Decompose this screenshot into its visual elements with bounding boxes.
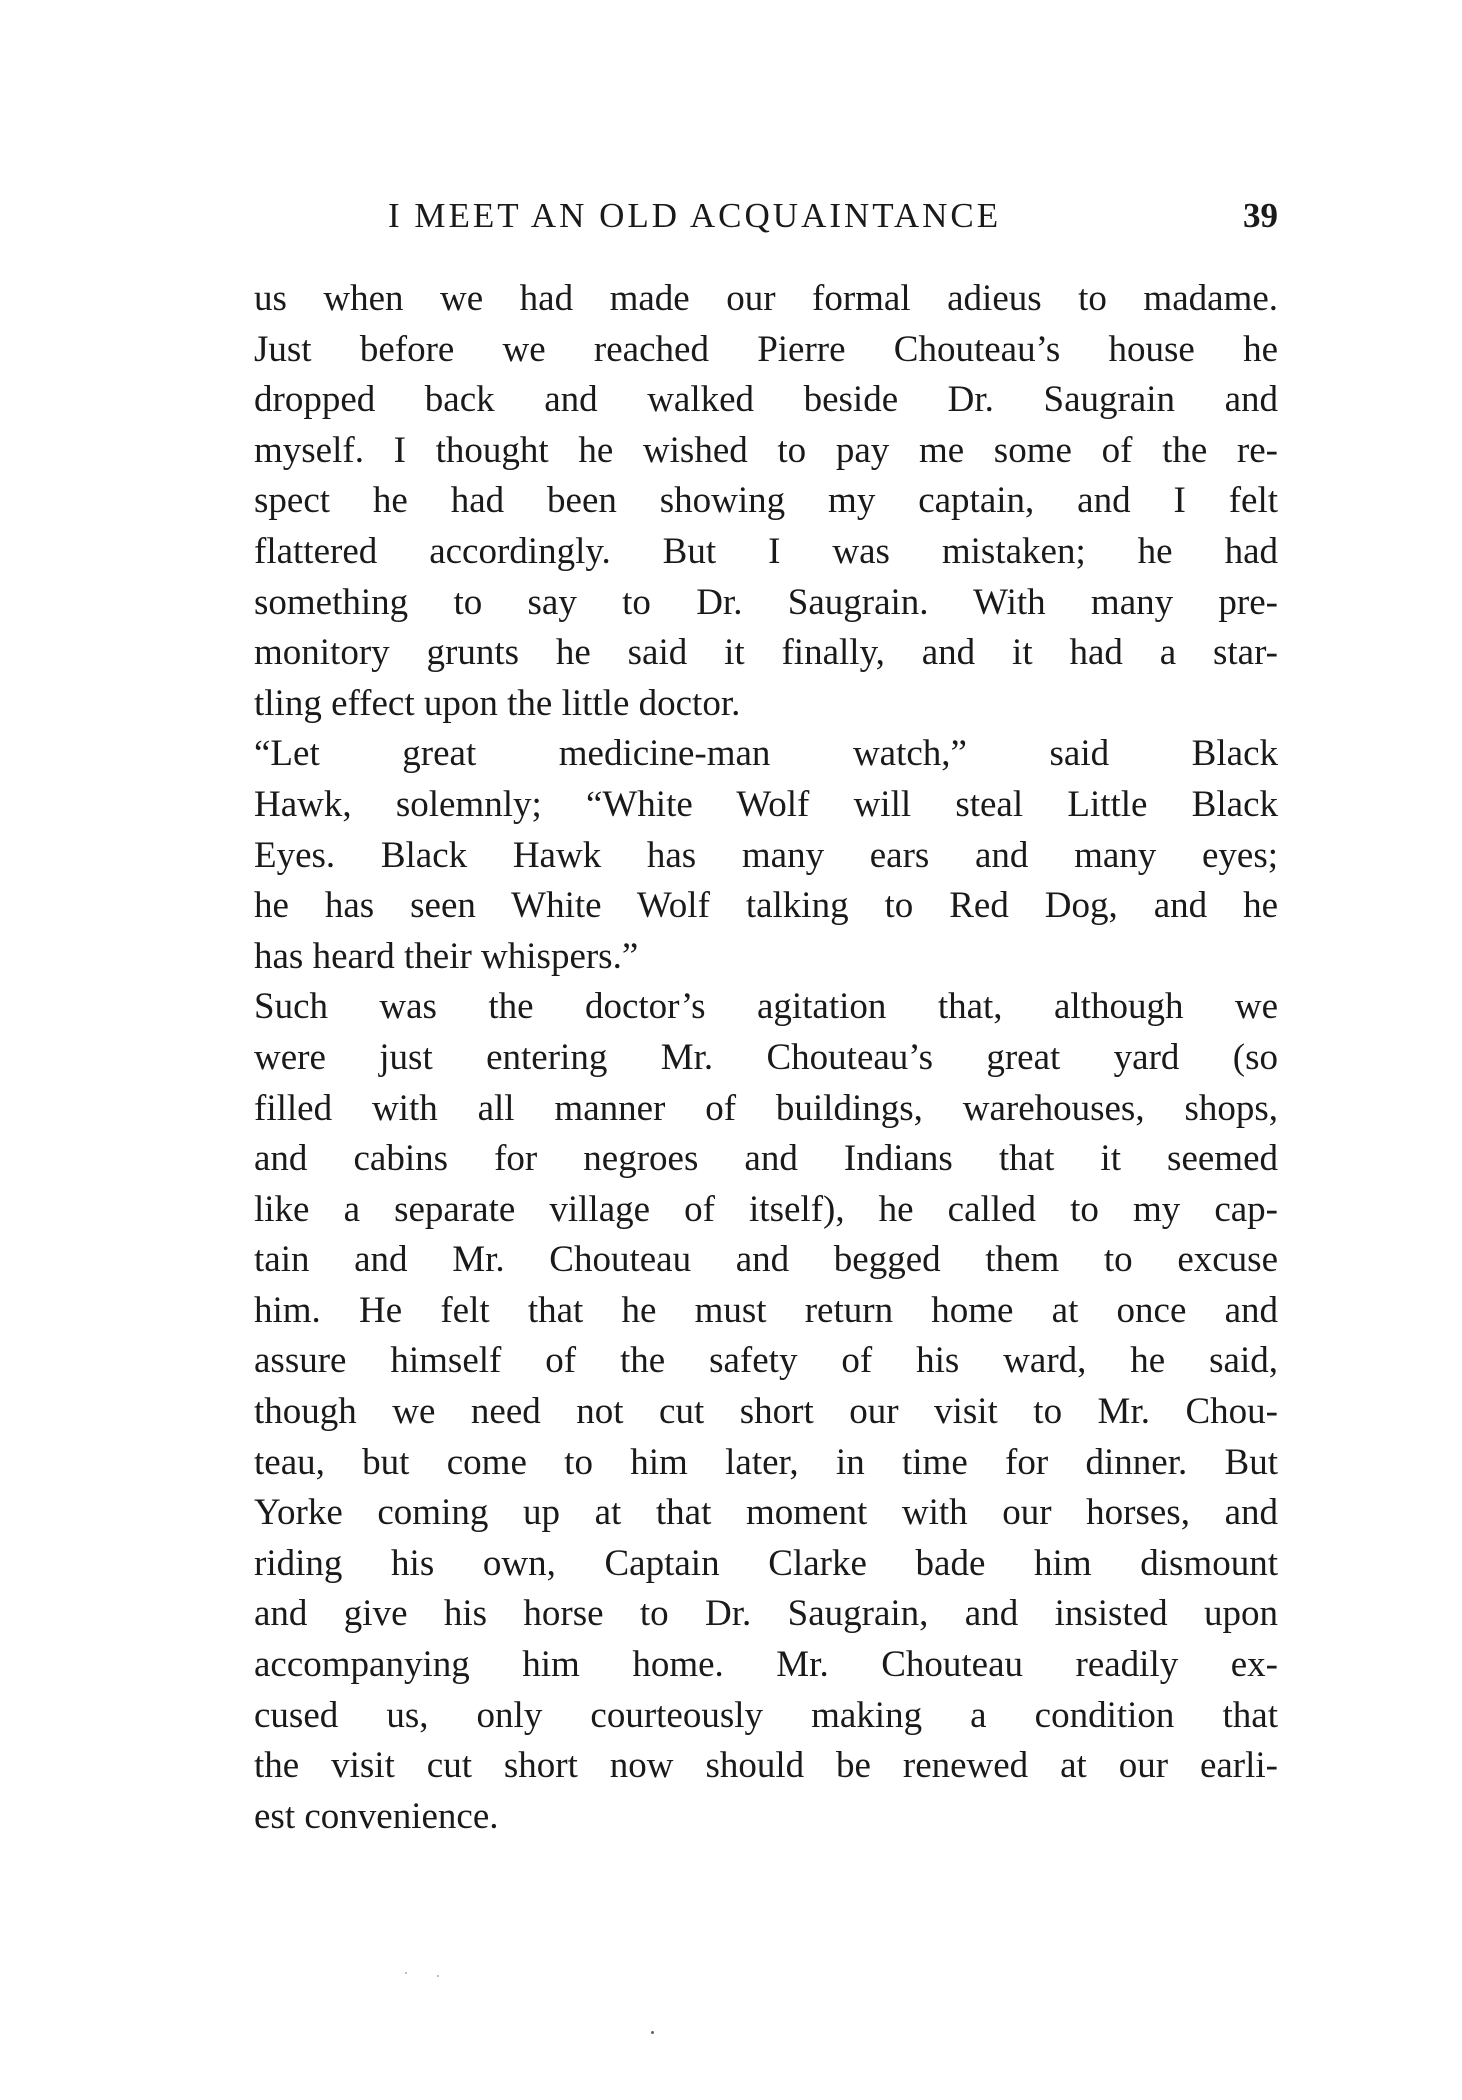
text-line: he has seen White Wolf talking to Red Dog, and he — [254, 885, 1278, 927]
text-line: him. He felt that he must return home at once and — [254, 1289, 1278, 1331]
text-line: Just before we reached Pierre Chouteau’s house he — [254, 328, 1278, 370]
text-line: spect he had been showing my captain, and I felt — [254, 480, 1278, 522]
text-line: monitory grunts he said it finally, and it had a star- — [254, 632, 1278, 674]
text-line: flattered accordingly. But I was mistaken; he had — [254, 530, 1278, 572]
scan-speck — [651, 2031, 654, 2034]
text-line: tain and Mr. Chouteau and begged them to excuse — [254, 1239, 1278, 1281]
text-line: “Let great medicine-man watch,” said Black — [254, 733, 1278, 775]
text-line: and give his horse to Dr. Saugrain, and insisted upon — [254, 1593, 1278, 1635]
scan-speck — [437, 1975, 439, 1977]
page-number: 39 — [1243, 196, 1278, 235]
text-line: tling effect upon the little doctor. — [254, 682, 741, 724]
text-line: and cabins for negroes and Indians that it seemed — [254, 1138, 1278, 1180]
text-line: cused us, only courteously making a condition that — [254, 1694, 1278, 1736]
text-line: Eyes. Black Hawk has many ears and many eyes; — [254, 834, 1278, 876]
text-line: riding his own, Captain Clarke bade him dismount — [254, 1542, 1278, 1584]
text-line: Such was the doctor’s agitation that, although we — [254, 986, 1278, 1028]
text-line: accompanying him home. Mr. Chouteau readily ex- — [254, 1644, 1278, 1686]
running-title: I MEET AN OLD ACQUAINTANCE — [388, 196, 1002, 235]
running-head — [254, 196, 1278, 248]
text-line: assure himself of the safety of his ward, he said, — [254, 1340, 1278, 1382]
text-line: us when we had made our formal adieus to madame. — [254, 278, 1278, 319]
text-line: like a separate village of itself), he called to my cap- — [254, 1188, 1278, 1230]
text-line: teau, but come to him later, in time for dinner. But — [254, 1441, 1278, 1483]
scan-speck — [405, 1972, 407, 1974]
text-line: Hawk, solemnly; “White Wolf will steal Little Black — [254, 783, 1278, 825]
text-line: dropped back and walked beside Dr. Saugrain and — [254, 379, 1278, 421]
text-line: myself. I thought he wished to pay me some of the re- — [254, 429, 1278, 471]
text-line: has heard their whispers.” — [254, 935, 639, 977]
text-line: the visit cut short now should be renewed at our earli- — [254, 1745, 1278, 1787]
text-line: est convenience. — [254, 1795, 499, 1837]
text-line: something to say to Dr. Saugrain. With many pre- — [254, 581, 1278, 623]
text-line: were just entering Mr. Chouteau’s great yard (so — [254, 1036, 1278, 1078]
text-line: Yorke coming up at that moment with our horses, and — [254, 1492, 1278, 1534]
body-text — [254, 274, 1278, 1842]
text-line: filled with all manner of buildings, warehouses, shops, — [254, 1087, 1278, 1129]
text-line: though we need not cut short our visit to Mr. Chou- — [254, 1391, 1278, 1433]
